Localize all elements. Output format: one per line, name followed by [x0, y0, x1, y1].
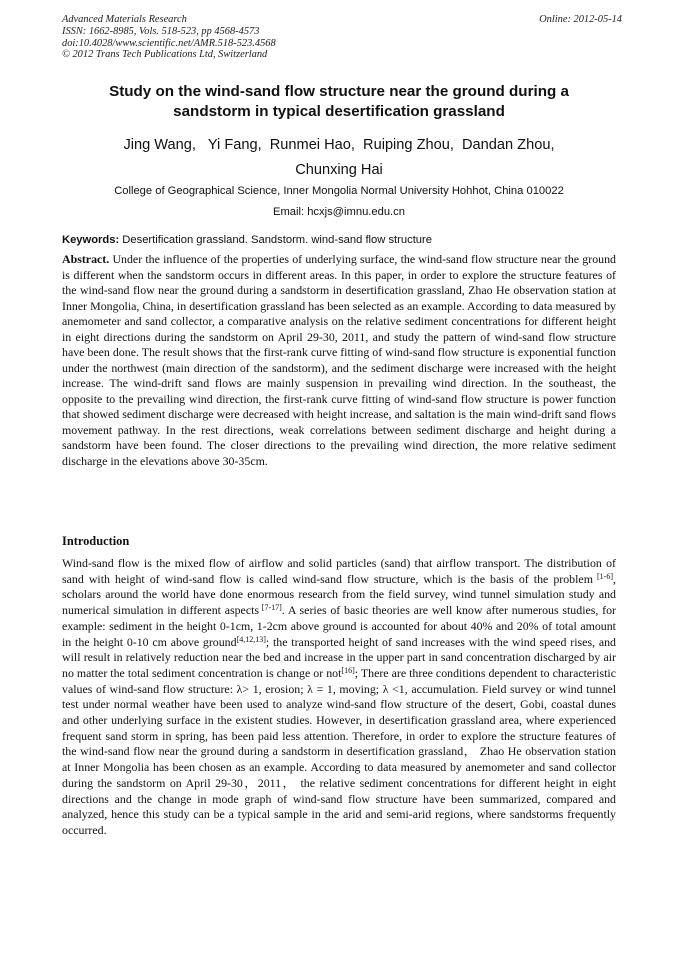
- intro-text-3: . A series of basic theories are well know after numerous studies, for example: sediment in the height 0-1cm, 1-2cm above ground is accounted for about 40% and 20% of total amount in the height 0-10 cm above ground: [62, 603, 616, 649]
- keywords: [62, 233, 616, 247]
- citation-3: [4,12,13]: [236, 634, 266, 644]
- journal-name: Advanced Materials Research: [62, 14, 187, 25]
- paper-title: [62, 82, 616, 122]
- author-list: [62, 133, 616, 183]
- online-date: Online: 2012-05-14: [539, 14, 622, 25]
- authors-line-2: Chunxing Hai: [295, 162, 383, 178]
- title-line-1: Study on the wind-sand flow structure near the ground during a: [109, 83, 569, 100]
- authors-line-1: Jing Wang, Yi Fang, Runmei Hao, Ruiping Zhou, Dandan Zhou,: [123, 137, 555, 153]
- affiliation: College of Geographical Science, Inner Mongolia Normal University Hohhot, China 010022: [114, 185, 564, 197]
- email-address: Email: hcxjs@imnu.edu.cn: [273, 206, 405, 218]
- intro-text-5: ; There are three conditions dependent to characteristic values of wind-sand flow structure: λ> 1, erosion; λ = 1, moving; λ <1, accumulation. Field survey or wind tunnel test under normal weather have been used to analyze wind-sand flow structure of the desert, Gobi, coastal dunes and other underlying surface in the existent studies. However, in desertification grassland area, where experienced frequent sand storm in spring, has been paid less attention. Therefore, in order to explore the structure features of the wind-sand flow near the ground during a sandstorm in desertification grassland， Zhao He observation station at Inner Mongolia has been chosen as an example. According to data measured by anemometer and sand collector during the sandstorm on April 29-30，2011， the relative sediment concentrations for different height in eight directions and the change in mode graph of wind-sand flow structure have been summarized, compared and analyzed, hence this study can be a typical sample in the arid and semi-arid regions, where sandstorms frequently occurred.: [62, 665, 616, 837]
- abstract-text: Under the influence of the properties of underlying surface, the wind-sand flow structure near the ground is different when the sandstorm occurs in different areas. In this paper, in order to explore the structure features of the wind-sand flow near the ground during a sandstorm in desertification grassland, Zhao He observation station at Inner Mongolia, China, in desertification grassland has been selected as an example. According to data measured by anemometer and sand collector, a comparative analysis on the relative sediment concentrations for different height in eight directions during the sandstorm on April 29-30, 2011, and study the pattern of wind-sand flow structure have been done. The result shows that the first-rank curve fitting of wind-sand flow structure is exponential function under the northwest (main direction of the sandstorm), and the sediment discharge were increased with the height increase. The wind-drift sand flows are mainly suspension in prevailing wind direction. In the southeast, the opposite to the prevailing wind direction, the first-rank curve fitting of wind-sand flow structure is power function that showed sediment discharge were decreased with height increase, and saltation is the main wind-drift sand flows movement pathway. In the rest directions, weak correlations between sediment discharge and height during a sandstorm have been found. The closer directions to the prevailing wind direction, the more relative sediment discharge in the elevations above 30-35cm.: [62, 252, 616, 468]
- intro-text-4: ; the transported height of sand increases with the wind speed rises, and will result in relatively reduction near the bed and increase in the upper part in sand concentration discharged by air no matter the total sediment concentration is change or not: [62, 634, 616, 680]
- issn-line: ISSN: 1662-8985, Vols. 518-523, pp 4568-4573: [62, 25, 260, 37]
- abstract-label: Abstract.: [62, 252, 110, 266]
- introduction-paragraph: [62, 556, 616, 839]
- copyright-line: © 2012 Trans Tech Publications Ltd, Switzerland: [62, 49, 268, 61]
- keywords-text: Desertification grassland. Sandstorm. wind-sand flow structure: [119, 234, 432, 246]
- intro-text-2: , scholars around the world have done enormous research from the field survey, wind tunnel simulation study and numerical simulation in different aspects: [62, 571, 616, 618]
- doi-line: doi:10.4028/www.scientific.net/AMR.518-523.4568: [62, 37, 276, 49]
- abstract: [62, 252, 616, 469]
- citation-4: [16]: [341, 665, 355, 675]
- title-line-2: sandstorm in typical desertification grassland: [173, 103, 505, 120]
- section-heading-introduction: Introduction: [62, 534, 130, 548]
- intro-text-1: Wind-sand flow is the mixed flow of airflow and solid particles (sand) that airflow transport. The distribution of sand with height of wind-sand flow is called wind-sand flow structure, which is the basis of the problem: [62, 556, 616, 586]
- citation-2: [7-17]: [259, 603, 282, 613]
- citation-1: [1-6]: [592, 571, 614, 581]
- keywords-label: Keywords:: [62, 234, 120, 246]
- publication-header: [62, 14, 622, 61]
